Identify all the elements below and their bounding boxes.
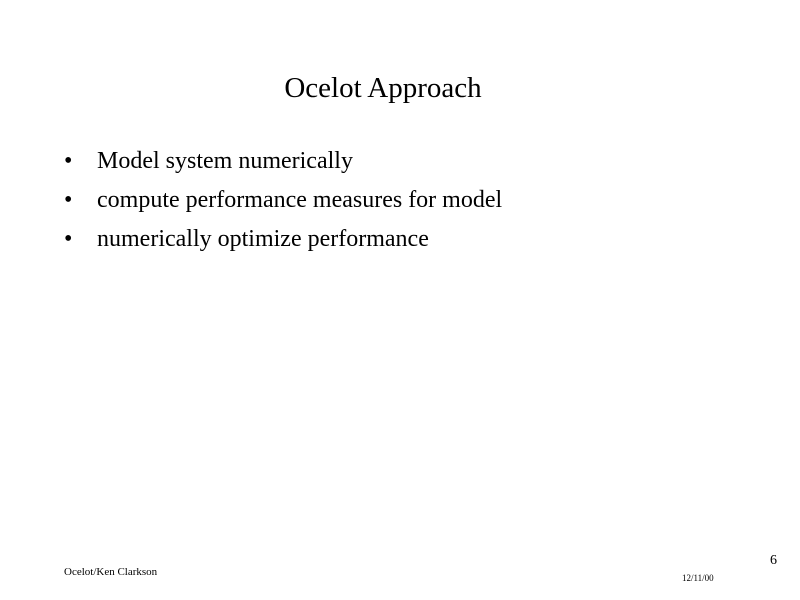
- bullet-point-icon: •: [64, 226, 73, 252]
- bullet-text: compute performance measures for model: [97, 187, 503, 213]
- bullet-point-icon: •: [64, 187, 73, 213]
- footer-date: 12/11/00: [682, 573, 714, 583]
- page-number: 6: [770, 553, 777, 568]
- footer-author: Ocelot/Ken Clarkson: [64, 566, 158, 578]
- bullet-point-icon: •: [64, 148, 73, 174]
- bullet-text: numerically optimize performance: [97, 226, 429, 252]
- bullet-text: Model system numerically: [97, 148, 353, 174]
- slide-title: Ocelot Approach: [284, 72, 482, 104]
